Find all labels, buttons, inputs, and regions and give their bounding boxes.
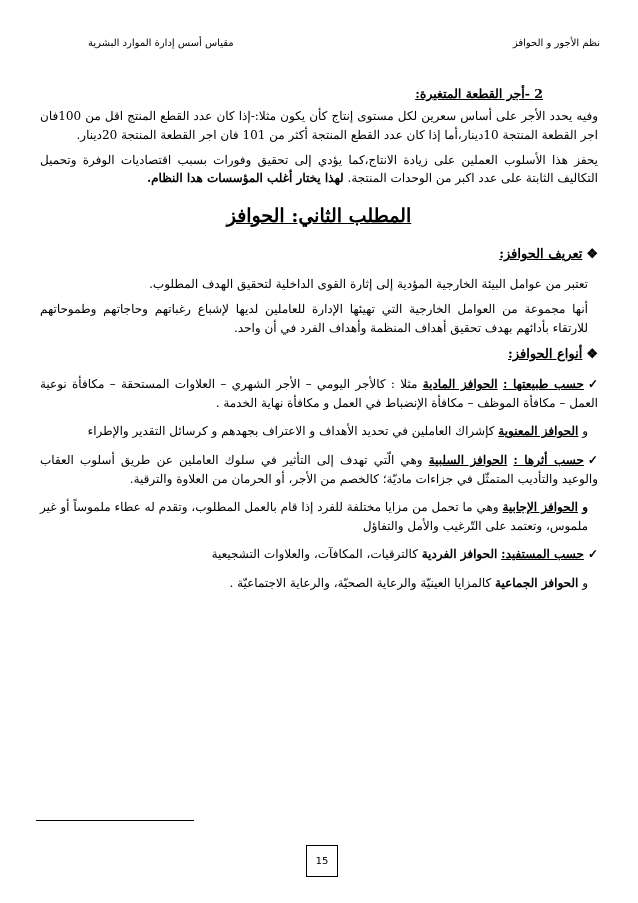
page-number: 15 [306, 845, 338, 877]
moral-text: كإشراك العاملين في تحديد الأهداف و الاعتراف بجهدهم و كرسائل التقدير والإطراء [87, 424, 499, 439]
header-right: نظم الأجور و الحوافز [512, 38, 600, 49]
moral-prefix: و [578, 424, 588, 439]
check-icon: ✓ [587, 377, 598, 392]
check-icon: ✓ [587, 547, 598, 562]
individual-text: كالترقيات، المكافآت، والعلاوات التشجيعية [211, 547, 422, 562]
section2-p2-bold: لهذا يختار أغلب المؤسسات هدا النظام. [146, 171, 344, 186]
negative-text: وهي الّتي تهدف إلى التأثير في سلوك العاملين عن طريق أسلوب العقاب والوعيد والتأديب المتمثّل في جزاءات ماديّة؛ كالخصم من الأجر، أو الحرمان من العلاوة والترقية. [40, 453, 598, 486]
positive-label: الحوافز الإجابية [502, 500, 578, 515]
section2-title: 2 -أجر القطعة المتغيرة: [415, 86, 543, 101]
footnote-separator [36, 820, 194, 821]
types-positive-item [40, 498, 598, 535]
types-beneficiary-item [40, 545, 598, 564]
section2-paragraph-1: وفيه يحدد الأجر على أساس سعرين لكل مستوى إنتاج كأن يكون مثلا:-إذا كان عدد القطع المنتج اقل من 100فان اجر القطعة المنتجة 10دينار،أما إذا كان عدد القطع المنتجة أكثر من 101 فان اجر القطعة المنتجة 20دينار. [40, 109, 598, 142]
diamond-bullet-icon: ❖ [586, 247, 598, 263]
material-label: الحوافز المادية [422, 377, 498, 392]
types-heading-text: أنواع الحوافز: [508, 347, 583, 363]
definition-heading [40, 245, 598, 265]
types-heading [40, 345, 598, 365]
header-left: مقياس أسس إدارة الموارد البشرية [88, 38, 234, 49]
definition-heading-text: تعريف الحوافز: [499, 247, 583, 263]
diamond-bullet-icon: ❖ [586, 347, 598, 363]
material-text: مثلا : كالأجر اليومي – الأجر الشهري – العلاوات المستحقة – مكافأة نوعية العمل – مكافأة الموظف – مكافأة الإنضباط في العمل و مكافأة نهاية الخدمة . [40, 377, 598, 410]
page-content [40, 84, 598, 603]
positive-prefix: و [577, 500, 588, 515]
nature-label: حسب طبيعتها : [502, 377, 584, 392]
types-moral-item [40, 422, 598, 441]
moral-label: الحوافز المعنوية [498, 424, 579, 439]
negative-label: الحوافز السلبية [428, 453, 508, 468]
main-title: المطلب الثاني: الحوافز [226, 204, 412, 227]
positive-text: وهي ما تحمل من مزايا مختلفة للفرد إذا قام بالعمل المطلوب، وتقدم له عطاء ملموساً أو غير ملموس، وتعتمد على التّرغيب والأمل والتفاؤل [40, 500, 588, 533]
beneficiary-label: حسب المستفيد: [501, 547, 584, 562]
definition-paragraph-2: أنها مجموعة من العوامل الخارجية التي تهيئها الإدارة للعاملين لديها لإشباع رغباتهم وحاجاتهم وطموحاتهم للارتقاء بأدائهم بهدف تحقيق أهداف المنظمة وأهداف الفرد في أن واحد. [40, 301, 588, 335]
types-collective-item [40, 574, 598, 593]
collective-prefix: و [578, 576, 588, 590]
effect-label: حسب أثرها : [513, 453, 584, 468]
types-nature-item [40, 375, 598, 412]
check-icon: ✓ [587, 453, 598, 468]
definition-paragraph-1: تعتبر من عوامل البيئة الخارجية المؤدية إلى إثارة القوى الداخلية لتحقيق الهدف المطلوب. [149, 277, 588, 292]
collective-text: كالمزايا العينيّة والرعاية الصحيّة، والرعاية الاجتماعيّة . [229, 576, 496, 590]
section2-p2-text: يحفز هذا الأسلوب العملين على زيادة الانتاج،كما يؤدي إلى تحقيق وفورات بسبب اقتصاديات الوفرة وتحميل التكاليف الثابتة على عدد اكبر من الوحدات المنتجة. [40, 152, 598, 186]
types-effect-item [40, 451, 598, 488]
collective-label: الحوافز الجماعية [495, 576, 579, 590]
section2-paragraph-2 [40, 151, 598, 188]
individual-label: الحوافز الفردية [421, 547, 498, 562]
